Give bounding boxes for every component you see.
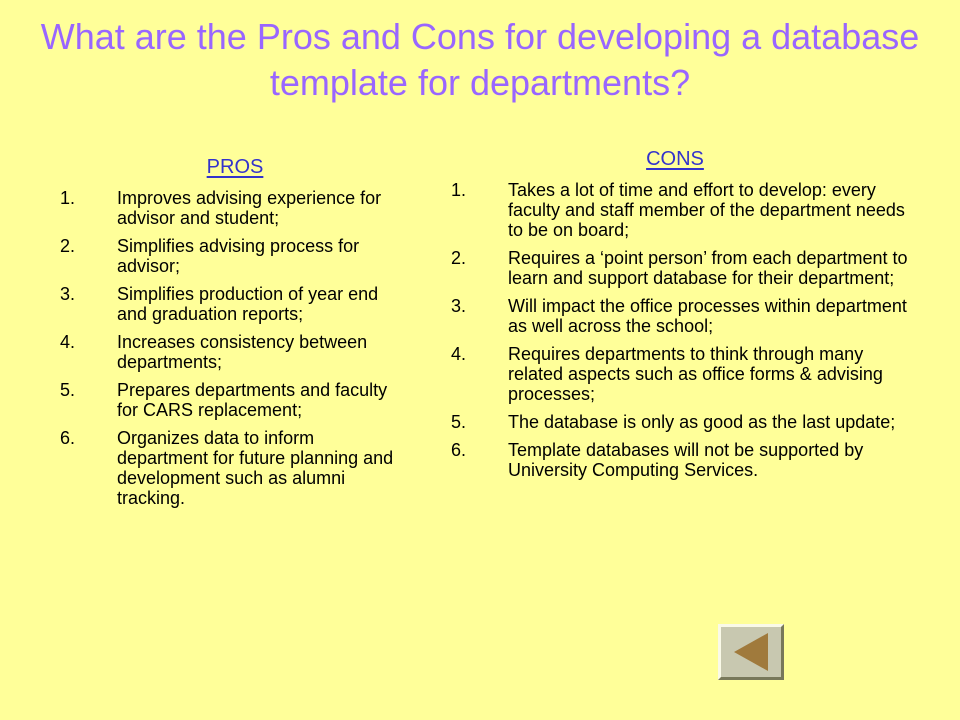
pros-item [60,188,405,228]
cons-item [451,412,911,432]
cons-heading: CONS [646,148,704,170]
pros-item [60,380,405,420]
pros-item-text: Increases consistency between departments; [117,332,368,372]
cons-item-number: 3. [451,296,467,316]
pros-item-text: Prepares departments and faculty for CARS replacement; [117,380,388,420]
cons-item-text: Requires departments to think through many related aspects such as office forms & advising processes; [508,344,883,404]
pros-item-text: Simplifies advising process for advisor; [117,236,360,276]
cons-item-number: 4. [451,344,467,364]
back-button[interactable] [718,624,784,680]
cons-item-text: Will impact the office processes within department as well across the school; [508,296,907,336]
left-triangle-icon [721,627,781,677]
pros-item-text: Improves advising experience for advisor and student; [117,188,382,228]
cons-item [451,440,911,480]
pros-item-number: 6. [60,428,76,448]
pros-item-number: 5. [60,380,76,400]
pros-item-number: 2. [60,236,76,256]
pros-item-text: Simplifies production of year end and graduation reports; [117,284,379,324]
slide-title: What are the Pros and Cons for developing a database template for departments? [40,16,920,103]
pros-item-number: 3. [60,284,76,304]
pros-item-number: 1. [60,188,76,208]
cons-item [451,296,911,336]
cons-item-number: 2. [451,248,467,268]
pros-item [60,236,405,276]
cons-item-text: Template databases will not be supported by University Computing Services. [508,440,864,480]
cons-item-text: The database is only as good as the last update; [508,412,896,432]
cons-item-text: Takes a lot of time and effort to develop: every faculty and staff member of the department needs to be on board; [508,180,905,240]
pros-item [60,284,405,324]
pros-item [60,428,405,508]
pros-item-number: 4. [60,332,76,352]
cons-item [451,180,911,240]
pros-list [60,188,405,516]
pros-heading: PROS [206,156,264,178]
cons-item [451,344,911,404]
cons-item [451,248,911,288]
cons-item-number: 6. [451,440,467,460]
pros-item [60,332,405,372]
pros-item-text: Organizes data to inform department for future planning and development such as alumni tracking. [117,428,394,508]
cons-item-number: 5. [451,412,467,432]
cons-item-number: 1. [451,180,467,200]
cons-list [451,180,911,488]
cons-item-text: Requires a ‘point person’ from each department to learn and support database for their department; [508,248,908,288]
